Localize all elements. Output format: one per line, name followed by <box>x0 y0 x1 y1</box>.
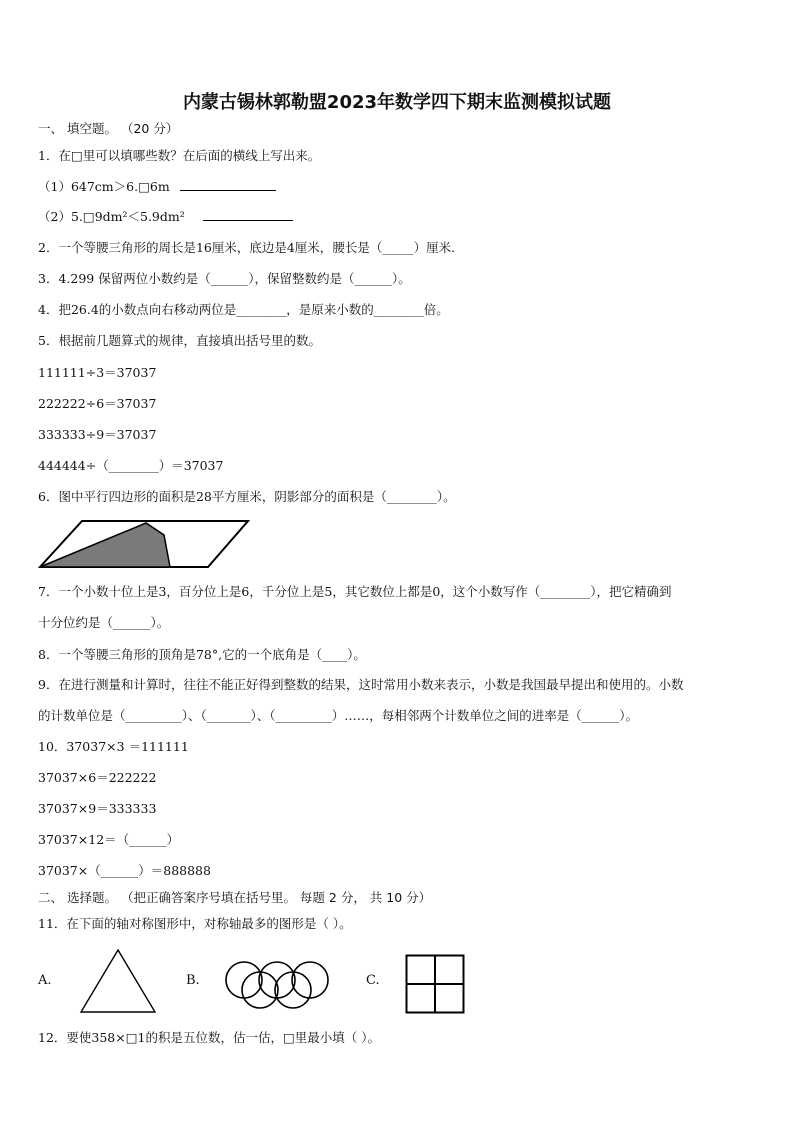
square-grid-figure <box>405 954 465 1014</box>
question-8: 8．一个等腰三角形的顶角是78°,它的一个底角是（____）。 <box>38 647 366 662</box>
question-5-line: 111111÷3＝37037 <box>38 365 157 380</box>
question-1: 1．在□里可以填哪些数？在后面的横线上写出来。 <box>38 148 321 163</box>
parallelogram-figure <box>38 519 250 569</box>
question-2: 2．一个等腰三角形的周长是16厘米，底边是4厘米，腰长是（_____）厘米. <box>38 240 456 255</box>
question-5-line: 222222÷6＝37037 <box>38 396 157 411</box>
question-1-part-2 <box>38 208 293 225</box>
option-a-label: A. <box>38 973 52 988</box>
question-12: 12．要使358×□1的积是五位数，估一估，□里最小填（ ）。 <box>38 1030 381 1045</box>
question-1-part-1-text: （1）647cm＞6.□6m <box>38 179 170 194</box>
question-5: 5．根据前几题算式的规律，直接填出括号里的数。 <box>38 333 321 348</box>
question-3: 3．4.299 保留两位小数约是（______），保留整数约是（______）。 <box>38 271 411 286</box>
question-10-line: 37037×（______）＝888888 <box>38 863 211 878</box>
question-7-line-1: 7．一个小数十位上是3，百分位上是6，千分位上是5，其它数位上都是0，这个小数写作（________），把它精确到 <box>38 584 672 599</box>
option-b-label: B. <box>186 973 200 988</box>
question-10-line: 10．37037×3 ＝111111 <box>38 739 189 754</box>
question-9-line-2: 的计数单位是（_________）、（_______）、（_________）……，每相邻两个计数单位之间的进率是（______）。 <box>38 708 639 723</box>
answer-blank[interactable] <box>203 208 293 221</box>
question-10-line: 37037×12＝（______） <box>38 832 180 847</box>
question-9-line-1: 9．在进行测量和计算时，往往不能正好得到整数的结果，这时常用小数来表示，小数是我国最早提出和使用的。小数 <box>38 677 684 692</box>
question-5-line: 333333÷9＝37037 <box>38 427 157 442</box>
question-4: 4．把26.4的小数点向右移动两位是________，是原来小数的________倍。 <box>38 302 449 317</box>
answer-blank[interactable] <box>180 178 276 191</box>
question-1-part-1 <box>38 178 276 195</box>
page-title: 内蒙古锡林郭勒盟2023年数学四下期末监测模拟试题 <box>182 92 612 113</box>
question-10-line: 37037×6＝222222 <box>38 770 157 785</box>
question-7-line-2: 十分位约是（______）。 <box>38 615 170 630</box>
rings-figure <box>224 960 330 1010</box>
question-6: 6．图中平行四边形的面积是28平方厘米，阴影部分的面积是（________）。 <box>38 489 456 504</box>
section-1-heading: 一、 填空题。 （20 分） <box>38 121 179 136</box>
option-c-label: C. <box>366 973 380 988</box>
question-11: 11．在下面的轴对称图形中，对称轴最多的图形是（ ）。 <box>38 916 352 931</box>
triangle-figure <box>78 947 158 1015</box>
question-1-part-2-text: （2）5.□9dm²＜5.9dm² <box>38 209 185 224</box>
question-10-line: 37037×9＝333333 <box>38 801 157 816</box>
section-2-heading: 二、 选择题。 （把正确答案序号填在括号里。 每题 2 分， 共 10 分） <box>38 890 432 905</box>
question-5-line: 444444÷（________）＝37037 <box>38 458 224 473</box>
